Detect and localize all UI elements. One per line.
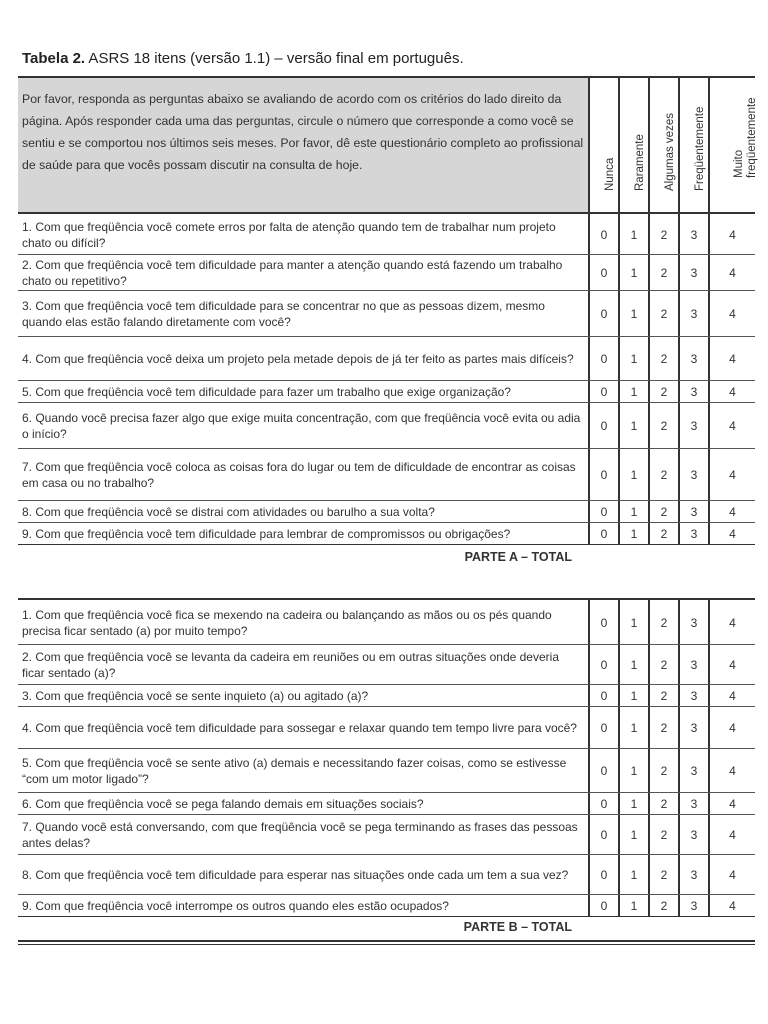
score-option[interactable]: 2 [648,381,678,403]
score-option[interactable]: 1 [618,749,648,793]
question-row [18,854,755,895]
question-row [18,500,755,523]
score-option[interactable]: 1 [618,381,648,403]
question-row [18,290,755,337]
score-option[interactable]: 4 [708,337,755,381]
score-option[interactable]: 1 [618,449,648,501]
score-option[interactable]: 0 [588,403,618,449]
score-option[interactable]: 2 [648,291,678,337]
score-option[interactable]: 4 [708,403,755,449]
score-option[interactable]: 3 [678,403,708,449]
score-option[interactable]: 3 [678,255,708,291]
score-option[interactable]: 4 [708,895,755,917]
question-row [18,644,755,685]
score-option[interactable]: 1 [618,600,648,646]
score-option[interactable]: 1 [618,403,648,449]
score-option[interactable]: 3 [678,600,708,646]
score-option[interactable]: 2 [648,403,678,449]
header-label: Muito freqüentemente [732,97,758,178]
instructions-text: Por favor, responda as perguntas abaixo se avaliando de acordo com os critérios do lado direito da página. Após responder cada uma das perguntas, circule o número que corresponde a como você se sentiu e se comportou nos últimos seis meses. Por favor, dê este questionário completo ao profissional de saúde para que vocês possam discutir na consulta de hoje. [18,78,588,212]
question-row [18,814,755,855]
score-option[interactable]: 0 [588,600,618,646]
score-option[interactable]: 4 [708,749,755,793]
score-option[interactable]: 3 [678,685,708,707]
score-option[interactable]: 0 [588,707,618,749]
part-b-total-label: PARTE B – TOTAL [463,920,572,934]
score-option[interactable]: 2 [648,645,678,685]
bottom-rule [18,940,755,942]
score-option[interactable]: 2 [648,501,678,523]
score-option[interactable]: 2 [648,685,678,707]
score-option[interactable]: 0 [588,523,618,545]
score-option[interactable]: 2 [648,749,678,793]
score-option[interactable]: 4 [708,449,755,501]
header-label: Nunca [604,157,616,191]
score-option[interactable]: 2 [648,214,678,256]
score-option[interactable]: 4 [708,291,755,337]
score-option[interactable]: 4 [708,501,755,523]
score-option[interactable]: 3 [678,381,708,403]
score-option[interactable]: 4 [708,685,755,707]
score-option[interactable]: 1 [618,685,648,707]
score-option[interactable]: 0 [588,501,618,523]
question-row [18,598,755,646]
question-text: 2. Com que freqüência você se levanta da cadeira em reuniões ou em outras situações onde deveria ficar sentado (a)? [22,650,559,680]
table-header [18,78,758,212]
score-option[interactable]: 1 [618,501,648,523]
score-option[interactable]: 3 [678,749,708,793]
header-algumas-vezes [648,78,678,212]
question-text: 2. Com que freqüência você tem dificuldade para manter a atenção quando está fazendo um trabalho chato ou repetitivo? [22,258,563,288]
score-option[interactable]: 0 [588,749,618,793]
question-text: 3. Com que freqüência você se sente inquieto (a) ou agitado (a)? [22,689,369,703]
score-option[interactable]: 3 [678,337,708,381]
part-a-total-label: PARTE A – TOTAL [464,550,572,564]
score-option[interactable]: 0 [588,855,618,895]
score-option[interactable]: 2 [648,449,678,501]
score-option[interactable]: 0 [588,381,618,403]
header-frequentemente [678,78,708,212]
question-text: 7. Com que freqüência você coloca as coisas fora do lugar ou tem de dificuldade de encontrar as coisas em casa ou no trabalho? [22,460,576,490]
score-option[interactable]: 0 [588,645,618,685]
question-row [18,706,755,749]
question-text: 9. Com que freqüência você interrompe os outros quando eles estão ocupados? [22,899,449,913]
header-muito-frequentemente [708,78,758,212]
header-label: Freqüentemente [694,106,706,191]
question-text: 1. Com que freqüência você fica se mexendo na cadeira ou balançando as mãos ou os pés quando precisa ficar sentado (a) por muito tempo? [22,608,552,638]
question-text: 7. Quando você está conversando, com que freqüência você se pega terminando as frases das pessoas antes delas? [22,820,578,850]
bottom-rule-double [18,944,755,945]
question-row [18,684,755,707]
score-option[interactable]: 4 [708,214,755,256]
score-option[interactable]: 4 [708,855,755,895]
question-row [18,894,755,917]
question-row [18,254,755,291]
score-option[interactable]: 3 [678,855,708,895]
question-row [18,748,755,793]
score-option[interactable]: 4 [708,255,755,291]
score-option[interactable]: 3 [678,793,708,815]
question-row [18,522,755,545]
question-text: 5. Com que freqüência você se sente ativo (a) demais e necessitando fazer coisas, como se estivesse “com um motor ligado”? [22,756,567,786]
question-text: 6. Quando você precisa fazer algo que exige muita concentração, com que freqüência você evita ou adia o início? [22,411,581,441]
question-text: 4. Com que freqüência você tem dificuldade para sossegar e relaxar quando tem tempo livre para você? [22,721,577,735]
score-option[interactable]: 2 [648,895,678,917]
header-label: Raramente [634,134,646,191]
header-raramente [618,78,648,212]
score-option[interactable]: 4 [708,523,755,545]
header-label: Algumas vezes [664,113,676,191]
score-option[interactable]: 0 [588,337,618,381]
score-option[interactable]: 2 [648,600,678,646]
score-option[interactable]: 3 [678,895,708,917]
table-title-text: ASRS 18 itens (versão 1.1) – versão final em português. [85,50,464,67]
header-nunca [588,78,618,212]
score-option[interactable]: 3 [678,645,708,685]
score-option[interactable]: 3 [678,523,708,545]
score-option[interactable]: 0 [588,895,618,917]
question-text: 4. Com que freqüência você deixa um projeto pela metade depois de já ter feito as partes mais difíceis? [22,352,574,366]
question-row [18,402,755,449]
question-text: 5. Com que freqüência você tem dificuldade para fazer um trabalho que exige organização? [22,385,511,399]
table-title-number: Tabela 2. [22,50,86,67]
score-option[interactable]: 2 [648,793,678,815]
question-text: 8. Com que freqüência você tem dificuldade para esperar nas situações onde cada um tem a sua vez? [22,868,569,882]
part-b-end-rule [18,916,755,917]
question-text: 1. Com que freqüência você comete erros por falta de atenção quando tem de trabalhar num projeto chato ou difícil? [22,220,556,250]
score-option[interactable]: 1 [618,255,648,291]
question-text: 8. Com que freqüência você se distrai com atividades ou barulho a sua volta? [22,505,435,519]
score-option[interactable]: 1 [618,523,648,545]
score-option[interactable]: 0 [588,214,618,256]
score-option[interactable]: 2 [648,707,678,749]
question-text: 3. Com que freqüência você tem dificuldade para se concentrar no que as pessoas dizem, mesmo quando elas estão falando diretamente com você? [22,299,545,329]
score-option[interactable]: 2 [648,815,678,855]
question-text: 9. Com que freqüência você tem dificuldade para lembrar de compromissos ou obrigações? [22,527,511,541]
question-row [18,380,755,403]
score-option[interactable]: 3 [678,815,708,855]
question-row [18,212,755,256]
score-option[interactable]: 1 [618,337,648,381]
score-option[interactable]: 3 [678,449,708,501]
score-option[interactable]: 4 [708,600,755,646]
part-a-end-rule [18,544,755,545]
score-option[interactable]: 4 [708,793,755,815]
score-option[interactable]: 1 [618,291,648,337]
score-option[interactable]: 4 [708,707,755,749]
score-option[interactable]: 0 [588,815,618,855]
score-option[interactable]: 0 [588,255,618,291]
score-option[interactable]: 3 [678,501,708,523]
score-option[interactable]: 1 [618,895,648,917]
question-row [18,448,755,501]
score-option[interactable]: 2 [648,855,678,895]
question-row [18,336,755,381]
score-option[interactable]: 1 [618,855,648,895]
table-title [22,50,464,67]
score-option[interactable]: 3 [678,214,708,256]
score-option[interactable]: 1 [618,793,648,815]
score-option[interactable]: 1 [618,815,648,855]
score-option[interactable]: 3 [678,707,708,749]
score-option[interactable]: 0 [588,685,618,707]
score-option[interactable]: 2 [648,337,678,381]
score-option[interactable]: 2 [648,255,678,291]
score-option[interactable]: 1 [618,214,648,256]
score-option[interactable]: 2 [648,523,678,545]
score-option[interactable]: 4 [708,815,755,855]
score-option[interactable]: 1 [618,645,648,685]
score-option[interactable]: 4 [708,381,755,403]
score-option[interactable]: 0 [588,793,618,815]
question-row [18,792,755,815]
score-option[interactable]: 0 [588,291,618,337]
score-option[interactable]: 0 [588,449,618,501]
score-option[interactable]: 4 [708,645,755,685]
question-text: 6. Com que freqüência você se pega falando demais em situações sociais? [22,797,424,811]
score-option[interactable]: 1 [618,707,648,749]
score-option[interactable]: 3 [678,291,708,337]
